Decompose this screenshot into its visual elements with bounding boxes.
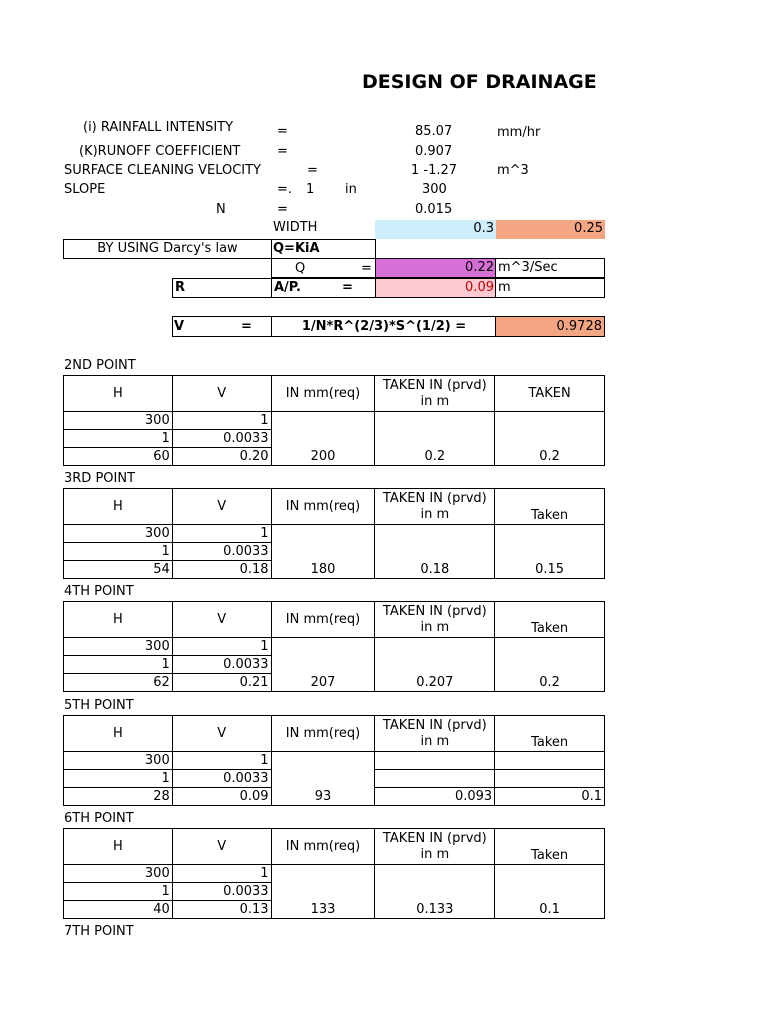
width-value-alt: 0.25 (496, 220, 605, 239)
runoff-value: 0.907 (415, 144, 453, 159)
taken-cell (495, 525, 605, 543)
runoff-equals: = (277, 144, 288, 159)
v-cell: 0.0033 (172, 543, 271, 561)
header-mm: IN mm(req) (271, 829, 375, 865)
v-equals: = (241, 319, 252, 334)
point-label: 6TH POINT (64, 811, 134, 826)
v-cell: 0.0033 (172, 770, 271, 788)
prvd-cell: 0.133 (375, 901, 495, 919)
v-left-box (172, 316, 272, 337)
taken-cell (495, 865, 605, 883)
q-value: 0.22 (375, 258, 496, 278)
point-table (63, 715, 605, 806)
mm-cell: 207 (271, 674, 375, 692)
q-unit: m^3/Sec (495, 258, 605, 278)
point-table (63, 488, 605, 579)
v-cell: 0.0033 (172, 656, 271, 674)
darcy-label: BY USING Darcy's law (63, 239, 272, 259)
runoff-label: (K)RUNOFF COEFFICIENT (79, 144, 241, 159)
mm-cell (271, 543, 375, 561)
h-cell: 54 (64, 561, 173, 579)
taken-cell (495, 752, 605, 770)
mm-cell (271, 656, 375, 674)
point-table (63, 375, 605, 466)
header-taken: TAKEN (495, 376, 605, 412)
prvd-cell: 0.2 (375, 448, 495, 466)
v-cell: 1 (172, 638, 271, 656)
prvd-cell (375, 865, 495, 883)
page-title: DESIGN OF DRAINAGE (362, 71, 597, 93)
taken-cell: 0.2 (495, 448, 605, 466)
table-row (64, 525, 605, 543)
velocity-equals: = (307, 163, 318, 178)
mm-cell (271, 412, 375, 430)
v-cell: 0.20 (172, 448, 271, 466)
prvd-cell: 0.18 (375, 561, 495, 579)
velocity-value: 1 -1.27 (411, 163, 458, 178)
v-value: 0.9728 (495, 316, 605, 337)
point-label: 4TH POINT (64, 584, 134, 599)
slope-label: SLOPE (64, 182, 106, 197)
table-row (64, 674, 605, 692)
prvd-cell (375, 656, 495, 674)
v-cell: 0.13 (172, 901, 271, 919)
n-value: 0.015 (415, 202, 453, 217)
v-cell: 1 (172, 752, 271, 770)
point-label: 2ND POINT (64, 358, 136, 373)
mm-cell (271, 752, 375, 770)
header-v: V (172, 602, 271, 638)
header-prvd: TAKEN IN (prvd) in m (375, 716, 495, 752)
r-equals: = (342, 280, 353, 295)
h-cell: 1 (64, 656, 173, 674)
r-label: R (172, 278, 272, 298)
h-cell: 1 (64, 430, 173, 448)
mm-cell: 180 (271, 561, 375, 579)
v-formula: 1/N*R^(2/3)*S^(1/2) = (271, 316, 496, 337)
h-cell: 300 (64, 752, 173, 770)
header-v: V (172, 489, 271, 525)
darcy-formula: Q=KiA (271, 239, 376, 259)
v-cell: 1 (172, 525, 271, 543)
h-cell: 300 (64, 638, 173, 656)
v-cell: 1 (172, 412, 271, 430)
mm-cell (271, 525, 375, 543)
header-prvd: TAKEN IN (prvd) in m (375, 489, 495, 525)
mm-cell: 93 (271, 788, 375, 806)
next-point-label: 7TH POINT (64, 924, 134, 939)
rainfall-label: (i) RAINFALL INTENSITY (83, 120, 234, 135)
rainfall-value: 85.07 (415, 124, 453, 139)
slope-in: in (345, 182, 357, 197)
taken-cell (495, 543, 605, 561)
q-row-box (271, 259, 375, 278)
header-mm: IN mm(req) (271, 376, 375, 412)
header-mm: IN mm(req) (271, 489, 375, 525)
taken-cell (495, 638, 605, 656)
velocity-unit: m^3 (497, 163, 529, 178)
header-v: V (172, 829, 271, 865)
taken-cell (495, 770, 605, 788)
table-row (64, 770, 605, 788)
prvd-cell (375, 412, 495, 430)
table-row (64, 752, 605, 770)
header-prvd: TAKEN IN (prvd) in m (375, 829, 495, 865)
v-cell: 0.18 (172, 561, 271, 579)
prvd-cell (375, 543, 495, 561)
rainfall-equals: = (277, 124, 288, 139)
table-row (64, 788, 605, 806)
table-row (64, 883, 605, 901)
v-label: V (174, 319, 185, 334)
v-cell: 0.0033 (172, 883, 271, 901)
mm-cell: 133 (271, 901, 375, 919)
width-value: 0.3 (375, 220, 496, 239)
prvd-cell (375, 770, 495, 788)
slope-one: 1 (306, 182, 315, 197)
table-row (64, 448, 605, 466)
prvd-cell (375, 752, 495, 770)
table-row (64, 901, 605, 919)
prvd-cell (375, 430, 495, 448)
v-cell: 0.09 (172, 788, 271, 806)
h-cell: 28 (64, 788, 173, 806)
prvd-cell (375, 883, 495, 901)
header-h: H (64, 602, 173, 638)
v-cell: 0.21 (172, 674, 271, 692)
header-prvd: TAKEN IN (prvd) in m (375, 376, 495, 412)
header-h: H (64, 829, 173, 865)
prvd-cell: 0.207 (375, 674, 495, 692)
mm-cell: 200 (271, 448, 375, 466)
h-cell: 60 (64, 448, 173, 466)
header-h: H (64, 489, 173, 525)
taken-cell: 0.15 (495, 561, 605, 579)
table-row (64, 543, 605, 561)
n-equals: = (277, 202, 288, 217)
table-row (64, 412, 605, 430)
r-value: 0.09 (375, 278, 496, 298)
taken-cell (495, 412, 605, 430)
taken-cell (495, 430, 605, 448)
prvd-cell (375, 638, 495, 656)
header-mm: IN mm(req) (271, 716, 375, 752)
point-table (63, 828, 605, 919)
taken-cell (495, 656, 605, 674)
header-mm: IN mm(req) (271, 602, 375, 638)
point-table (63, 601, 605, 692)
header-v: V (172, 376, 271, 412)
point-label: 5TH POINT (64, 698, 134, 713)
mm-cell (271, 883, 375, 901)
table-row (64, 656, 605, 674)
h-cell: 1 (64, 770, 173, 788)
v-cell: 0.0033 (172, 430, 271, 448)
rainfall-unit: mm/hr (497, 125, 541, 140)
taken-cell: 0.1 (495, 901, 605, 919)
header-taken: Taken (495, 489, 605, 525)
mm-cell (271, 638, 375, 656)
header-v: V (172, 716, 271, 752)
slope-value: 300 (422, 182, 447, 197)
mm-cell (271, 770, 375, 788)
point-label: 3RD POINT (64, 471, 136, 486)
h-cell: 40 (64, 901, 173, 919)
v-cell: 1 (172, 865, 271, 883)
velocity-label: SURFACE CLEANING VELOCITY (64, 163, 261, 178)
table-row (64, 865, 605, 883)
r-formula: A/P. (274, 280, 301, 295)
mm-cell (271, 430, 375, 448)
width-label: WIDTH (273, 220, 318, 235)
n-label: N (216, 202, 226, 217)
q-equals: = (361, 261, 372, 276)
h-cell: 300 (64, 412, 173, 430)
header-h: H (64, 376, 173, 412)
table-row (64, 638, 605, 656)
table-row (64, 561, 605, 579)
header-taken: Taken (495, 716, 605, 752)
header-h: H (64, 716, 173, 752)
h-cell: 1 (64, 883, 173, 901)
header-taken: Taken (495, 829, 605, 865)
prvd-cell (375, 525, 495, 543)
table-row (64, 430, 605, 448)
taken-cell: 0.1 (495, 788, 605, 806)
header-prvd: TAKEN IN (prvd) in m (375, 602, 495, 638)
taken-cell (495, 883, 605, 901)
h-cell: 300 (64, 865, 173, 883)
r-unit: m (495, 278, 605, 298)
slope-equals: =. (277, 182, 293, 197)
mm-cell (271, 865, 375, 883)
header-taken: Taken (495, 602, 605, 638)
h-cell: 62 (64, 674, 173, 692)
h-cell: 300 (64, 525, 173, 543)
h-cell: 1 (64, 543, 173, 561)
prvd-cell: 0.093 (375, 788, 495, 806)
taken-cell: 0.2 (495, 674, 605, 692)
q-label: Q (295, 261, 306, 276)
